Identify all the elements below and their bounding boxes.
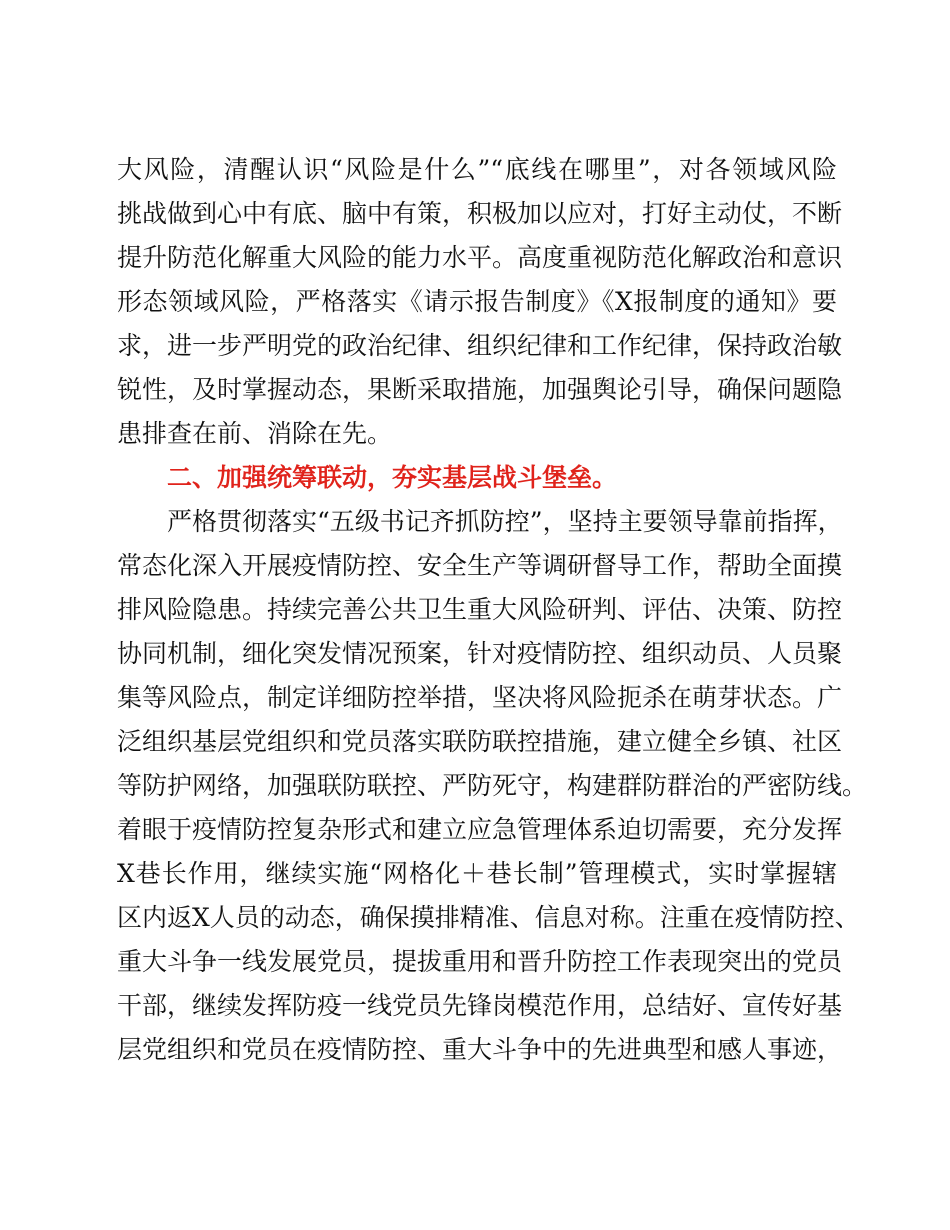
paragraph-1-last-line: 患排查在前、消除在先。 [117,419,393,448]
paragraph-2-line: X巷长作用，继续实施“网格化＋巷长制”管理模式，实时掌握辖 [117,859,837,888]
paragraph-1-line: 求，进一步严明党的政治纪律、组织纪律和工作纪律，保持政治敏 [117,331,843,360]
paragraph-1-line: 挑战做到心中有底、脑中有策，积极加以应对，打好主动仗，不断 [117,199,843,228]
paragraph-2-line: 重大斗争一线发展党员，提拔重用和晋升防控工作表现突出的党员 [117,947,843,976]
paragraph-1-line: 提升防范化解重大风险的能力水平。高度重视防范化解政治和意识 [117,243,843,272]
paragraph-2-line: 着眼于疫情防控复杂形式和建立应急管理体系迫切需要，充分发挥 [117,815,843,844]
paragraph-2-line: 层党组织和党员在疫情防控、重大斗争中的先进典型和感人事迹， [117,1035,843,1064]
paragraph-2-line: 常态化深入开展疫情防控、安全生产等调研督导工作，帮助全面摸 [117,551,843,580]
paragraph-2-line: 区内返X人员的动态，确保摸排精准、信息对称。注重在疫情防控、 [117,903,860,932]
paragraph-2-line: 等防护网络，加强联防联控、严防死守，构建群防群治的严密防线。 [117,771,868,800]
paragraph-2-line: 协同机制，细化突发情况预案，针对疫情防控、组织动员、人员聚 [117,639,843,668]
paragraph-2-first-line: 严格贯彻落实“五级书记齐抓防控”，坚持主要领导靠前指挥， [167,507,843,536]
section-heading: 二、加强统筹联动，夯实基层战斗堡垒。 [167,463,618,492]
paragraph-2-line: 泛组织基层党组织和党员落实联防联控措施，建立健全乡镇、社区 [117,727,843,756]
paragraph-1-line: 大风险，清醒认识“风险是什么”“底线在哪里”，对各领域风险 [117,155,837,184]
paragraph-1-line: 锐性，及时掌握动态，果断采取措施，加强舆论引导，确保问题隐 [117,375,843,404]
paragraph-2-line: 集等风险点，制定详细防控举措，坚决将风险扼杀在萌芽状态。广 [117,683,843,712]
paragraph-1-line: 形态领域风险，严格落实《请示报告制度》《X报制度的通知》要 [117,287,837,316]
paragraph-2-line: 排风险隐患。持续完善公共卫生重大风险研判、评估、决策、防控 [117,595,843,624]
paragraph-2-line: 干部，继续发挥防疫一线党员先锋岗模范作用，总结好、宣传好基 [117,991,843,1020]
